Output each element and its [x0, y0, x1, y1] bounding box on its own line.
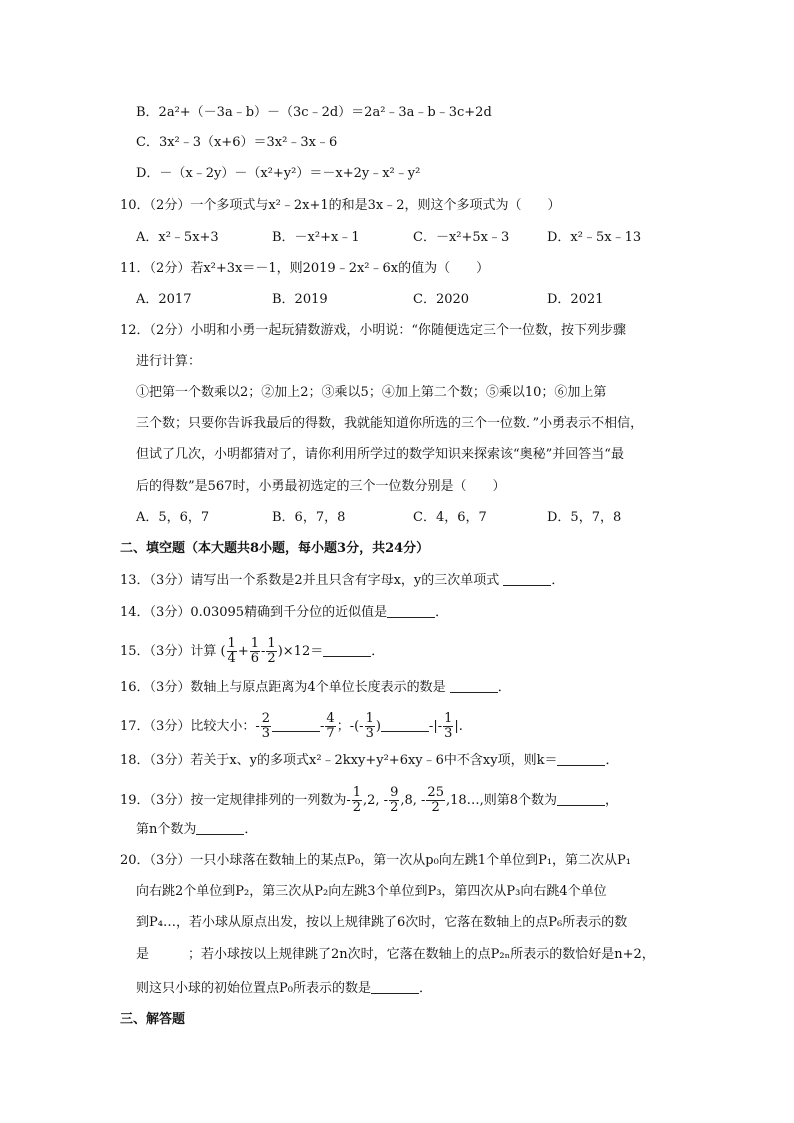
answer-blank	[557, 791, 605, 806]
answer-blank	[557, 751, 605, 766]
question-19-line-2: 第n个数为 ．	[136, 822, 258, 837]
question-20-line-5: 则这只小球的初始位置点P₀所表示的数是 ．	[136, 981, 432, 996]
sequence-expression: - $\frac{1}{2}$ ,2, - $\frac{9}{2}$ ,8, - $\frac{25}{2}$	[346, 785, 444, 815]
option-d-line: D．－（x﹣2y）－（x²+y²）＝－x+2y﹣x²﹣y²	[136, 166, 421, 181]
answer-blank	[323, 642, 371, 657]
question-13-text: 13．（3分）请写出一个系数是2并且只含有字母x，y的三次单项式	[120, 573, 500, 588]
answer-blank	[387, 603, 435, 618]
q12-option-d: D．5，7，8	[547, 510, 622, 525]
q11-option-d: D．2021	[547, 292, 604, 307]
question-17-text: 17．（3分）比较大小：	[120, 719, 256, 734]
question-17	[120, 712, 463, 741]
question-19-line-2-text: 第n个数为	[136, 822, 197, 837]
q12-option-a: A．5，6，7	[136, 510, 210, 525]
question-16: 16．（3分）数轴上与原点距离为4个单位长度表示的数是 ．	[120, 680, 511, 695]
question-12-line-3: ①把第一个数乘以2；②加上2；③乘以5；④加上第二个数；⑤乘以10；⑥加上第	[136, 385, 607, 400]
question-15-tail: ×12＝	[282, 644, 324, 659]
question-20-line-4: 是 ；若小球按以上规律跳了2n次时，它落在数轴上的点P₂ₙ所表示的数恰好是n+2，	[136, 947, 655, 962]
question-15: 15．（3分）计算 ( $\frac{1}{4}$ + $\frac{1}{6}$ - $\frac{1}{2}$ )×12＝ ．	[120, 636, 385, 666]
q10-option-d: D．x²﹣5x﹣13	[547, 230, 642, 245]
question-20-line-5-text: 则这只小球的初始位置点P₀所表示的数是	[136, 981, 371, 996]
q12-option-c: C．4，6，7	[413, 510, 487, 525]
question-19: 19．（3分）按一定规律排列的一列数为- $\frac{1}{2}$ ,2, - $\frac{9}{2}$ ,8, - $\frac{25}{2}$ ,18…,则第8个数为 ，	[120, 785, 619, 815]
question-16-text: 16．（3分）数轴上与原点距离为4个单位长度表示的数是	[120, 680, 446, 695]
answer-blank	[503, 571, 551, 586]
q12-option-b: B．6，7，8	[272, 510, 346, 525]
question-11: 11．（2分）若x²+3x＝－1，则2019﹣2x²﹣6x的值为（ ）	[120, 261, 490, 276]
question-19-tail: ,18…,则第8个数为	[445, 793, 558, 808]
q10-option-a: A．x²﹣5x+3	[136, 230, 219, 245]
question-18: 18．（3分）若关于x、y的多项式x²﹣2kxy+y²+6xy﹣6中不含xy项，则k＝ ．	[120, 753, 619, 768]
question-12-line-6: 后的得数”是567时，小勇最初选定的三个一位数分别是（ ）	[136, 479, 506, 494]
question-19-text: 19．（3分）按一定规律排列的一列数为	[120, 793, 347, 808]
question-10: 10．（2分）一个多项式与x²﹣2x+1的和是3x﹣2，则这个多项式为（ ）	[120, 198, 561, 213]
answer-blank	[450, 678, 498, 693]
option-b-line: B．2a²+（－3a﹣b）－（3c﹣2d）＝2a²﹣3a﹣b﹣3c+2d	[136, 105, 492, 120]
question-12-line-5: 但试了几次，小明都猜对了，请你利用所学过的数学知识来探索该“奥秘”并回答当“最	[136, 447, 624, 462]
q10-option-c: C．－x²+5x﹣3	[413, 230, 510, 245]
question-12-line-4: 三个数；只要你告诉我最后的得数，我就能知道你所选的三个一位数．”小勇表示不相信，	[136, 416, 644, 431]
comparison-expression: - $\frac{2}{3}$ - $\frac{4}{7}$ ；-(- $\frac{1}{3}$ ) -|- $\frac{1}{3}$ |.	[255, 711, 463, 741]
q11-option-b: B．2019	[272, 292, 328, 307]
question-12-line-1: 12．（2分）小明和小勇一起玩猜数游戏，小明说：“你随便选定三个一位数，按下列步骤	[120, 323, 626, 338]
question-18-text: 18．（3分）若关于x、y的多项式x²﹣2kxy+y²+6xy﹣6中不含xy项，则k＝	[120, 753, 558, 768]
answer-blank	[196, 820, 244, 835]
fraction-expression: ( $\frac{1}{4}$ + $\frac{1}{6}$ - $\frac{1}{2}$ )	[220, 636, 283, 666]
option-c-line: C．3x²﹣3（x+6）＝3x²﹣3x﹣6	[136, 135, 338, 150]
question-20-line-3: 到P₄…，若小球从原点出发，按以上规律跳了6次时，它落在数轴上的点P₆所表示的数	[136, 915, 628, 930]
question-20-line-2: 向右跳2个单位到P₂，第三次从P₂向左跳3个单位到P₃，第四次从P₃向右跳4个单位	[136, 884, 607, 899]
section-3-heading: 三、解答题	[120, 1012, 186, 1027]
question-14-text: 14．（3分）0.03095精确到千分位的近似值是	[120, 605, 388, 620]
question-20-line-1: 20．（3分）一只小球落在数轴上的某点P₀，第一次从p₀向左跳1个单位到P₁，第二次从P₁	[120, 853, 631, 868]
question-14: 14．（3分）0.03095精确到千分位的近似值是 ．	[120, 605, 449, 620]
q10-option-b: B．－x²+x﹣1	[272, 230, 360, 245]
answer-blank	[371, 979, 419, 994]
question-12-line-2: 进行计算：	[136, 354, 202, 369]
question-13: 13．（3分）请写出一个系数是2并且只含有字母x，y的三次单项式 ．	[120, 573, 565, 588]
q11-option-c: C．2020	[413, 292, 470, 307]
q11-option-a: A．2017	[136, 292, 192, 307]
question-15-text: 15．（3分）计算	[120, 644, 217, 659]
section-2-heading: 二、填空题（本大题共8小题，每小题3分，共24分）	[120, 541, 430, 556]
